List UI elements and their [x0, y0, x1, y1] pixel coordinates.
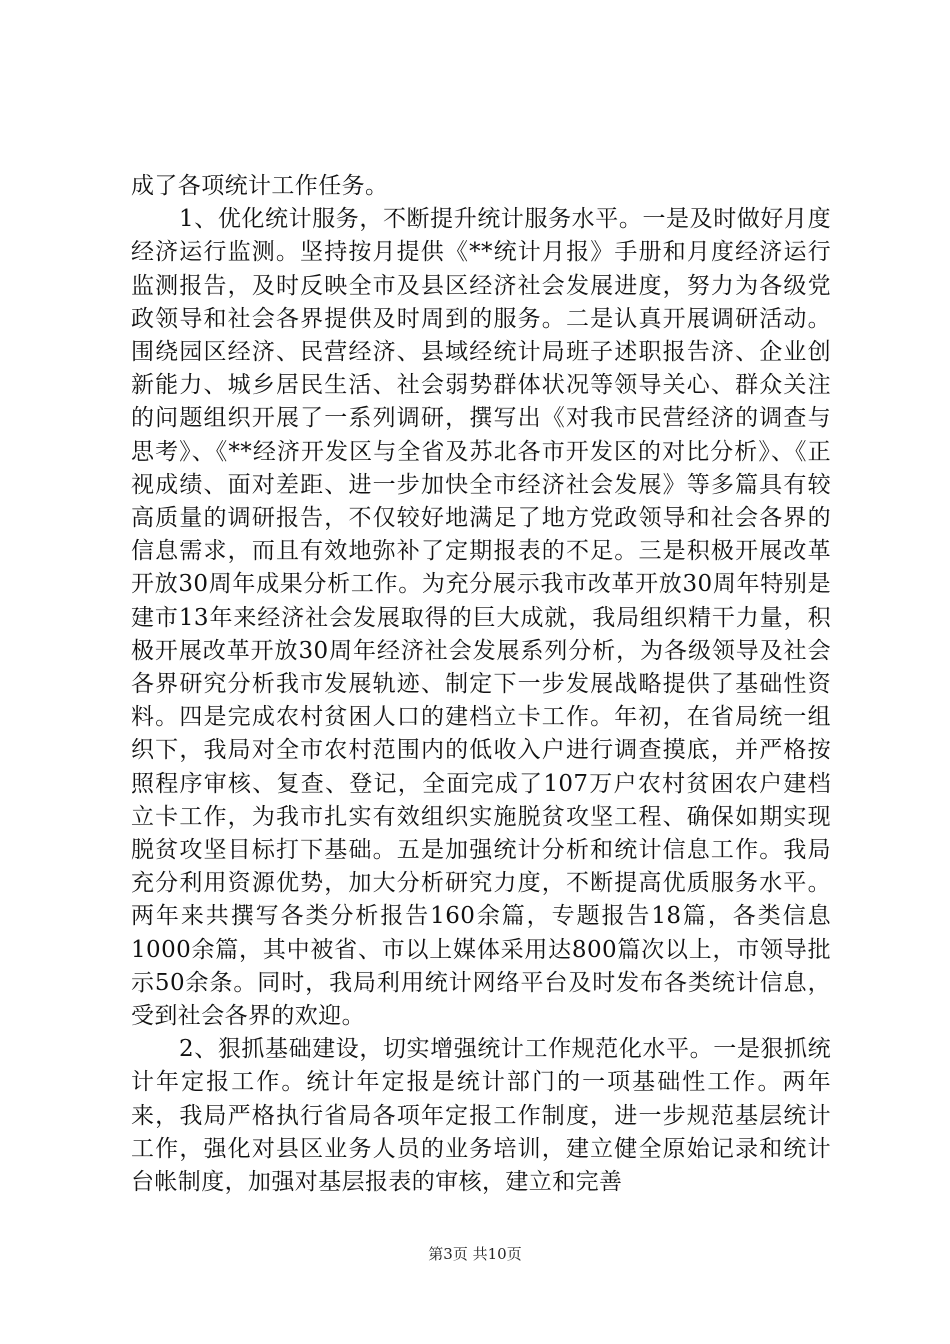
paragraph-statistics-service: 1、优化统计服务，不断提升统计服务水平。一是及时做好月度经济运行监测。坚持按月提供《**统计月报》手册和月度经济运行监测报告，及时反映全市及县区经济社会发展进度，努力为各级党政领导和社会各界提供及时周到的服务。二是认真开展调研活动。围绕园区经济、民营经济、县域经统计局班子述职报告济、企业创新能力、城乡居民生活、社会弱势群体状况等领导关心、群众关注的问题组织开展了一系列调研，撰写出《对我市民营经济的调查与思考》、《**经济开发区与全省及苏北各市开发区的对比分析》、《正视成绩、面对差距、进一步加快全市经济社会发展》等多篇具有较高质量的调研报告，不仅较好地满足了地方党政领导和社会各界的信息需求，而且有效地弥补了定期报表的不足。三是积极开展改革开放30周年成果分析工作。为充分展示我市改革开放30周年特别是建市13年来经济社会发展取得的巨大成就，我局组织精干力量，积极开展改革开放30周年经济社会发展系列分析，为各级领导及社会各界研究分析我市发展轨迹、制定下一步发展战略提供了基础性资料。四是完成农村贫困人口的建档立卡工作。年初，在省局统一组织下，我局对全市农村范围内的低收入户进行调查摸底，并严格按照程序审核、复查、登记，全面完成了107万户农村贫困农户建档立卡工作，为我市扎实有效组织实施脱贫攻坚工程、确保如期实现脱贫攻坚目标打下基础。五是加强统计分析和统计信息工作。我局充分利用资源优势，加大分析研究力度，不断提高优质服务水平。两年来共撰写各类分析报告160余篇，专题报告18篇，各类信息1000余篇，其中被省、市以上媒体采用达800篇次以上，市领导批示50余条。同时，我局利用统计网络平台及时发布各类统计信息，受到社会各界的欢迎。: [131, 206, 831, 1030]
paragraph-infrastructure: 2、狠抓基础建设，切实增强统计工作规范化水平。一是狠抓统计年定报工作。统计年定报是统计部门的一项基础性工作。两年来，我局严格执行省局各项年定报工作制度，进一步规范基层统计工作，强化对县区业务人员的业务培训，建立健全原始记录和统计台帐制度，加强对基层报表的审核，建立和完善: [131, 1036, 831, 1196]
paragraph-continuation: 成了各项统计工作任务。: [131, 173, 389, 199]
page-number-footer: 第3页 共10页: [428, 1245, 522, 1263]
document-body: [131, 170, 831, 1199]
